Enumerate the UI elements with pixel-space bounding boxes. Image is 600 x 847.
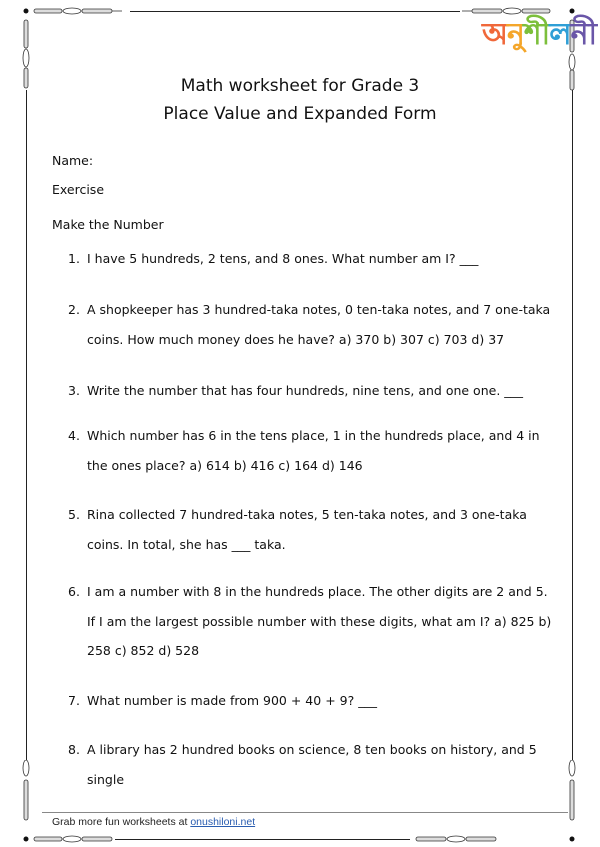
- question-item: [68, 421, 558, 480]
- question-text: A library has 2 hundred books on science, 8 ten books on history, and 5 single: [87, 742, 537, 787]
- question-number: 6.: [68, 584, 80, 599]
- question-number: 4.: [68, 428, 80, 443]
- footer-divider: [42, 812, 568, 813]
- question-text: Write the number that has four hundreds, nine tens, and one one. ___: [87, 383, 524, 398]
- section-title: Make the Number: [52, 217, 164, 232]
- footer: [52, 816, 255, 828]
- footer-link[interactable]: onushiloni.net: [190, 816, 256, 828]
- logo-part: নী: [570, 17, 597, 52]
- logo-part: নু: [506, 17, 524, 52]
- question-item: [68, 686, 558, 716]
- page-border-right: [572, 90, 573, 770]
- question-item: [68, 244, 558, 274]
- question-item: [68, 577, 558, 666]
- footer-text: Grab more fun worksheets at: [52, 816, 191, 828]
- page-border-top: [130, 11, 460, 12]
- question-number: 7.: [68, 693, 80, 708]
- page-border-bottom: [115, 839, 410, 840]
- name-label: Name:: [52, 153, 94, 168]
- exercise-label: Exercise: [52, 182, 105, 197]
- question-number: 1.: [68, 251, 80, 266]
- question-number: 3.: [68, 383, 80, 398]
- question-text: A shopkeeper has 3 hundred-taka notes, 0 ten-taka notes, and 7 one-taka coins. How much money does he have? a) 370 b) 307 c) 703 d) 37: [87, 302, 551, 347]
- question-item: [68, 295, 558, 354]
- question-item: [68, 735, 558, 794]
- question-text: Rina collected 7 hundred-taka notes, 5 ten-taka notes, and 3 one-taka coins. In total, she has ___ taka.: [87, 507, 527, 552]
- question-number: 5.: [68, 507, 80, 522]
- logo-part: শী: [523, 17, 550, 52]
- logo-part: অ: [482, 17, 507, 52]
- question-number: 2.: [68, 302, 80, 317]
- question-item: [68, 376, 558, 406]
- worksheet-subtitle: Place Value and Expanded Form: [163, 104, 437, 124]
- worksheet-title: Math worksheet for Grade 3: [180, 76, 420, 96]
- question-item: [68, 500, 558, 559]
- logo-part: ল: [549, 17, 571, 52]
- question-text: Which number has 6 in the tens place, 1 in the hundreds place, and 4 in the ones place? a) 614 b) 416 c) 164 d) 146: [87, 428, 540, 473]
- question-text: What number is made from 900 + 40 + 9? ___: [87, 693, 377, 708]
- question-text: I have 5 hundreds, 2 tens, and 8 ones. What number am I? ___: [87, 251, 479, 266]
- page-border-left: [26, 90, 27, 770]
- question-number: 8.: [68, 742, 80, 757]
- question-text: I am a number with 8 in the hundreds place. The other digits are 2 and 5. If I am the largest possible number with these digits, what am I? a) 825 b) 258 c) 852 d) 528: [87, 584, 552, 658]
- onushiloni-logo: [482, 16, 597, 54]
